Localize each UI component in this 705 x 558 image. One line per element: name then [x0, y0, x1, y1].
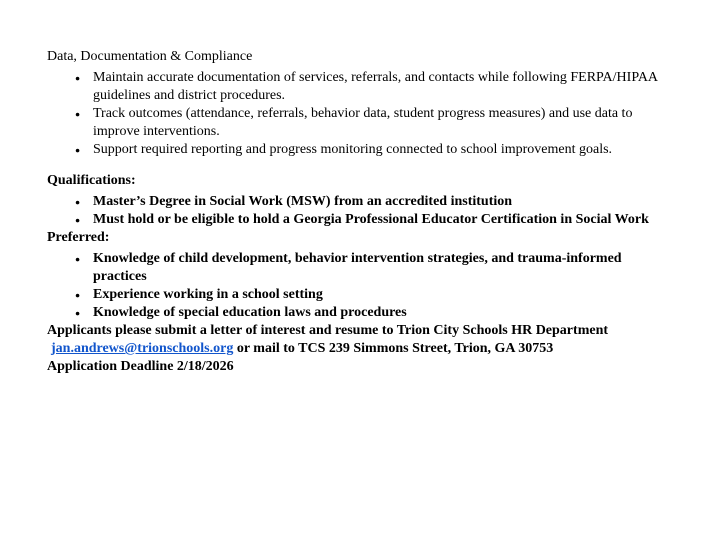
application-text-before-link: Applicants please submit a letter of interest and resume to Trion City Schools HR Department: [47, 323, 609, 338]
qualifications-bullet-list: [47, 193, 659, 229]
bullet-icon: ●: [75, 145, 81, 155]
list-item-text: Support required reporting and progress monitoring connected to school improvement goals.: [93, 142, 613, 157]
application-deadline: Application Deadline 2/18/2026: [47, 359, 234, 374]
bullet-icon: ●: [75, 215, 81, 225]
bullet-icon: ●: [75, 308, 81, 318]
list-item: [47, 211, 659, 229]
section-heading-compliance: Data, Documentation & Compliance: [47, 49, 253, 64]
list-item-text: Experience working in a school setting: [93, 287, 323, 302]
section-heading-preferred: Preferred:: [47, 230, 110, 245]
list-item: [47, 286, 659, 304]
compliance-bullet-list: [47, 69, 659, 159]
list-item: [47, 193, 659, 211]
list-item: [47, 105, 659, 141]
list-item-text: Track outcomes (attendance, referrals, behavior data, student progress measures) and use data to improve interventions.: [93, 106, 633, 139]
bullet-icon: ●: [75, 290, 81, 300]
application-instructions: [47, 322, 659, 358]
preferred-bullet-list: [47, 250, 659, 322]
application-text-after-link: or mail to TCS 239 Simmons Street, Trion, GA 30753: [233, 341, 554, 356]
bullet-icon: ●: [75, 197, 81, 207]
list-item: [47, 304, 659, 322]
section-heading-qualifications: Qualifications:: [47, 173, 136, 188]
list-item-text: Must hold or be eligible to hold a Georgia Professional Educator Certification in Social Work: [93, 212, 649, 227]
list-item: [47, 250, 659, 286]
list-item: [47, 141, 659, 159]
bullet-icon: ●: [75, 73, 81, 83]
bullet-icon: ●: [75, 109, 81, 119]
list-item-text: Knowledge of special education laws and procedures: [93, 305, 407, 320]
list-item: [47, 69, 659, 105]
list-item-text: Maintain accurate documentation of services, referrals, and contacts while following FERPA/HIPAA guidelines and district procedures.: [93, 70, 658, 103]
list-item-text: Master’s Degree in Social Work (MSW) from an accredited institution: [93, 194, 513, 209]
list-item-text: Knowledge of child development, behavior intervention strategies, and trauma-informed practices: [93, 251, 622, 284]
hr-email-link[interactable]: jan.andrews@trionschools.org: [51, 341, 234, 356]
bullet-icon: ●: [75, 254, 81, 264]
